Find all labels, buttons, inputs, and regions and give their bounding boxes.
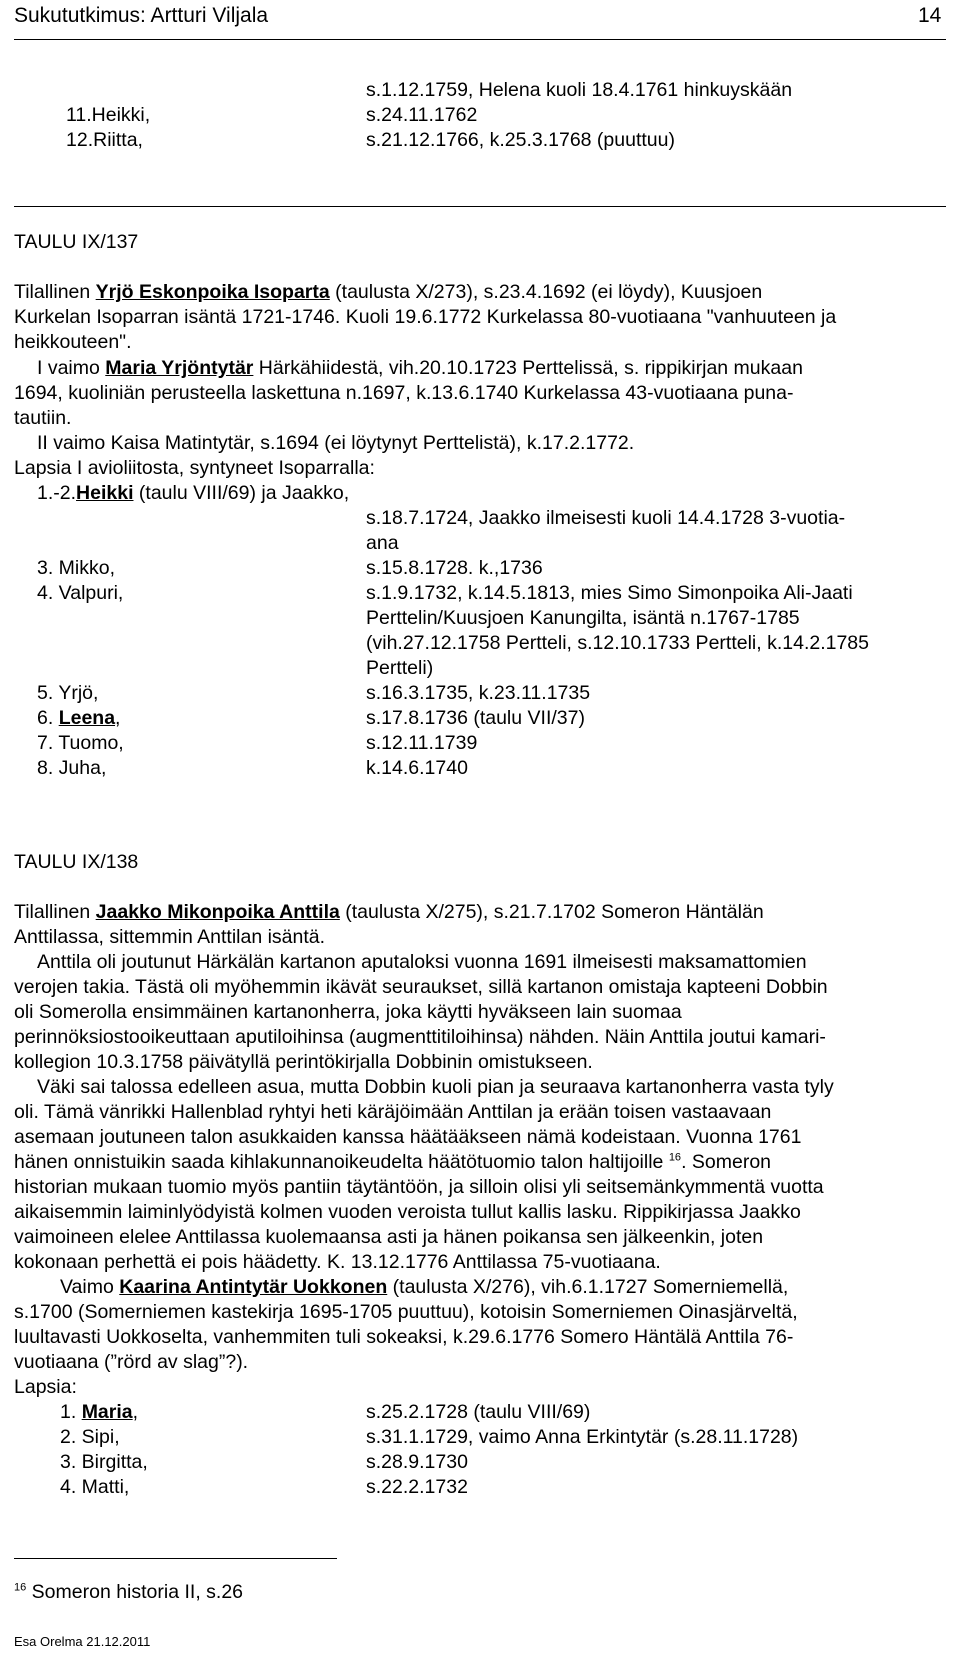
footnote-text: Someron historia II, s.26 [31,1581,244,1603]
child-number: 1.-2. [37,482,77,504]
t138-body-13: kokonaan perhettä ei pois häädetty. K. 13.12.1776 Anttilassa 75-vuotiaana. [14,1251,661,1273]
t137-child-1-2 [37,481,349,505]
t138-body-9-b: . Someron [681,1151,772,1173]
t137-p2-prefix: I vaimo [37,357,106,379]
footnote [14,1580,243,1604]
t138-prefix: Tilallinen [14,901,96,923]
t138-wife-line2: s.1700 (Somerniemen kastekirja 1695-1705 puuttuu), kotoisin Somerniemen Oinasjärveltä, [14,1301,798,1323]
page-footer: Esa Orelma 21.12.2011 [14,1634,151,1649]
t137-child-1-2-info-2: ana [366,532,399,554]
person-jaakko-mikonpoika-link[interactable]: Jaakko Mikonpoika Anttila [95,901,340,923]
t137-child-4-info-3: (vih.27.12.1758 Pertteli, s.12.10.1733 Pertteli, k.14.2.1785 [366,632,870,654]
t138-line1 [14,900,764,924]
t137-child-4-info-2: Perttelin/Kuusjoen Kanungilta, isäntä n.1767-1785 [366,607,800,629]
t137-child-4-name: 4. Valpuri, [37,582,124,604]
t138-body-6: Väki sai talossa edelleen asua, mutta Dobbin kuoli pian ja seuraava kartanonherra vasta tyly [37,1076,834,1098]
t138-kid-1-info: s.25.2.1728 (taulu VIII/69) [366,1401,591,1423]
t138-body-10: historian mukaan tuomio myös pantiin täytäntöön, ja silloin olisi yli seitsemänkymmentä vuotta [14,1176,824,1198]
t137-child-7-name: 7. Tuomo, [37,732,124,754]
t137-p2-line3: tautiin. [14,407,72,429]
t137-p2-line1 [37,356,803,380]
top-line-2-name: 11.Heikki, [66,104,151,126]
person-kaarina-antintytar-link[interactable]: Kaarina Antintytär Uokkonen [119,1276,388,1298]
t138-children-heading: Lapsia: [14,1376,77,1398]
child-number: 6. [37,707,59,729]
t137-p1-line1 [14,280,762,304]
t138-body-2: verojen takia. Tästä oli myöhemmin ikävät seuraukset, sillä kartanon omistaja kapteeni Dobbin [14,976,828,998]
t137-child-3-name: 3. Mikko, [37,557,116,579]
t137-p1-suffix: (taulusta X/273), s.23.4.1692 (ei löydy), Kuusjoen [329,281,763,303]
person-maria-yrjontytar-link[interactable]: Maria Yrjöntytär [105,357,254,379]
footnote-ref-16[interactable]: 16 [668,1151,682,1164]
t137-p2-suffix: Härkähiidestä, vih.20.10.1723 Perttelissä, s. rippikirjan mukaan [253,357,803,379]
t137-child-7-info: s.12.11.1739 [366,732,478,754]
t137-child-8-name: 8. Juha, [37,757,107,779]
section-heading-138: TAULU IX/138 [14,851,139,873]
t138-body-9-a: hänen onnistuikin saada kihlakunnanoikeudelta häätötuomio talon haltijoille [14,1151,669,1173]
t138-body-3: oli Somerolla ensimmäinen kartanonherra, joka käytti hyväkseen lain suomaa [14,1001,682,1023]
t138-wife-line4: vuotiaana (”rörd av slag”?). [14,1351,249,1373]
top-line-1: s.1.12.1759, Helena kuoli 18.4.1761 hinkuyskään [366,79,793,101]
t138-body-9 [14,1150,771,1174]
t137-child-4-info: s.1.9.1732, k.14.5.1813, mies Simo Simonpoika Ali-Jaati [366,582,853,604]
t138-kid-2-info: s.31.1.1729, vaimo Anna Erkintytär (s.28.11.1728) [366,1426,799,1448]
t138-kid-3-info: s.28.9.1730 [366,1451,468,1473]
t138-wife-suffix: (taulusta X/276), vih.6.1.1727 Somerniemellä, [387,1276,789,1298]
t138-kid-4-info: s.22.2.1732 [366,1476,468,1498]
child-note: (taulu VIII/69) ja Jaakko, [133,482,350,504]
t137-child-8-info: k.14.6.1740 [366,757,468,779]
page-number: 14 [918,4,942,27]
t138-line2: Anttilassa, sittemmin Anttilan isäntä. [14,926,326,948]
t138-wife-line3: luultavasti Uokkoselta, vanhemmiten tuli sokeaksi, k.29.6.1776 Somero Häntälä Anttila 76- [14,1326,794,1348]
t137-child-3-info: s.15.8.1728. k.,1736 [366,557,543,579]
t138-wife-line1 [60,1275,788,1299]
t138-kid-2-name: 2. Sipi, [60,1426,120,1448]
t138-wife-prefix: Vaimo [60,1276,120,1298]
section-heading-137: TAULU IX/137 [14,231,139,253]
person-maria-link[interactable]: Maria [81,1401,133,1423]
page-header-title: Sukututkimus: Artturi Viljala [14,4,269,27]
t138-body-5: kollegion 10.3.1758 päivätyllä perintökirjalla Dobbinin omistukseen. [14,1051,593,1073]
t137-child-4-info-4: Pertteli) [366,657,434,679]
t137-p2-line2: 1694, kuoliniän perusteella laskettuna n.1697, k.13.6.1740 Kurkelassa 43-vuotiaana puna- [14,382,794,404]
header-rule [14,39,946,40]
footnote-rule [14,1558,337,1559]
t138-body-11: aikaisemmin laiminlyödyistä kolmen vuoden veroista tullut kallis lasku. Rippikirjassa Jaakko [14,1201,801,1223]
person-heikki-link[interactable]: Heikki [76,482,134,504]
t138-body-12: vaimoineen elelee Anttilassa kuolemaansa asti ja hänen poikansa sen jälkeenkin, joten [14,1226,764,1248]
t138-body-8: asemaan joutuneen talon asukkaiden kanssa häätääkseen nämä kodeistaan. Vuonna 1761 [14,1126,802,1148]
t137-child-5-info: s.16.3.1735, k.23.11.1735 [366,682,591,704]
kid-number: 1. [60,1401,82,1423]
t138-body-4: perinnöksiostooikeuttaan aputiloihinsa (augmenttitiloihinsa) nähden. Näin Anttila joutui kamari- [14,1026,826,1048]
t137-p1-line3: heikkouteen". [14,331,132,353]
footnote-mark: 16 [14,1581,27,1594]
t138-suffix: (taulusta X/275), s.21.7.1702 Someron Häntälän [339,901,764,923]
section-rule [14,206,946,207]
t137-child-5-name: 5. Yrjö, [37,682,99,704]
t138-kid-1-name [60,1400,138,1424]
t137-p1-line2: Kurkelan Isoparran isäntä 1721-1746. Kuoli 19.6.1772 Kurkelassa 80-vuotiaana "vanhuuteen ja [14,306,837,328]
top-line-3-info: s.21.12.1766, k.25.3.1768 (puuttuu) [366,129,675,151]
top-line-2-info: s.24.11.1762 [366,104,478,126]
top-line-3-name: 12.Riitta, [66,129,143,151]
t137-p1-prefix: Tilallinen [14,281,96,303]
t137-child-6-name [37,706,120,730]
t137-child-1-2-info-1: s.18.7.1724, Jaakko ilmeisesti kuoli 14.4.1728 3-vuotia- [366,507,846,529]
t138-body-1: Anttila oli joutunut Härkälän kartanon aputaloksi vuonna 1691 ilmeisesti maksamattomien [37,951,807,973]
t137-p3-line1: II vaimo Kaisa Matintytär, s.1694 (ei löytynyt Perttelistä), k.17.2.1772. [37,432,635,454]
t137-child-6-info: s.17.8.1736 (taulu VII/37) [366,707,585,729]
person-leena-link[interactable]: Leena [58,707,116,729]
child-comma: , [115,707,121,729]
t138-kid-4-name: 4. Matti, [60,1476,130,1498]
t137-children-heading: Lapsia I avioliitosta, syntyneet Isoparralla: [14,457,375,479]
t138-kid-3-name: 3. Birgitta, [60,1451,148,1473]
t138-body-7: oli. Tämä vänrikki Hallenblad ryhtyi heti käräjöimään Anttilan ja erään toisen vastaavaan [14,1101,772,1123]
kid-comma: , [132,1401,139,1423]
person-yrjo-eskonpoika-link[interactable]: Yrjö Eskonpoika Isoparta [95,281,330,303]
